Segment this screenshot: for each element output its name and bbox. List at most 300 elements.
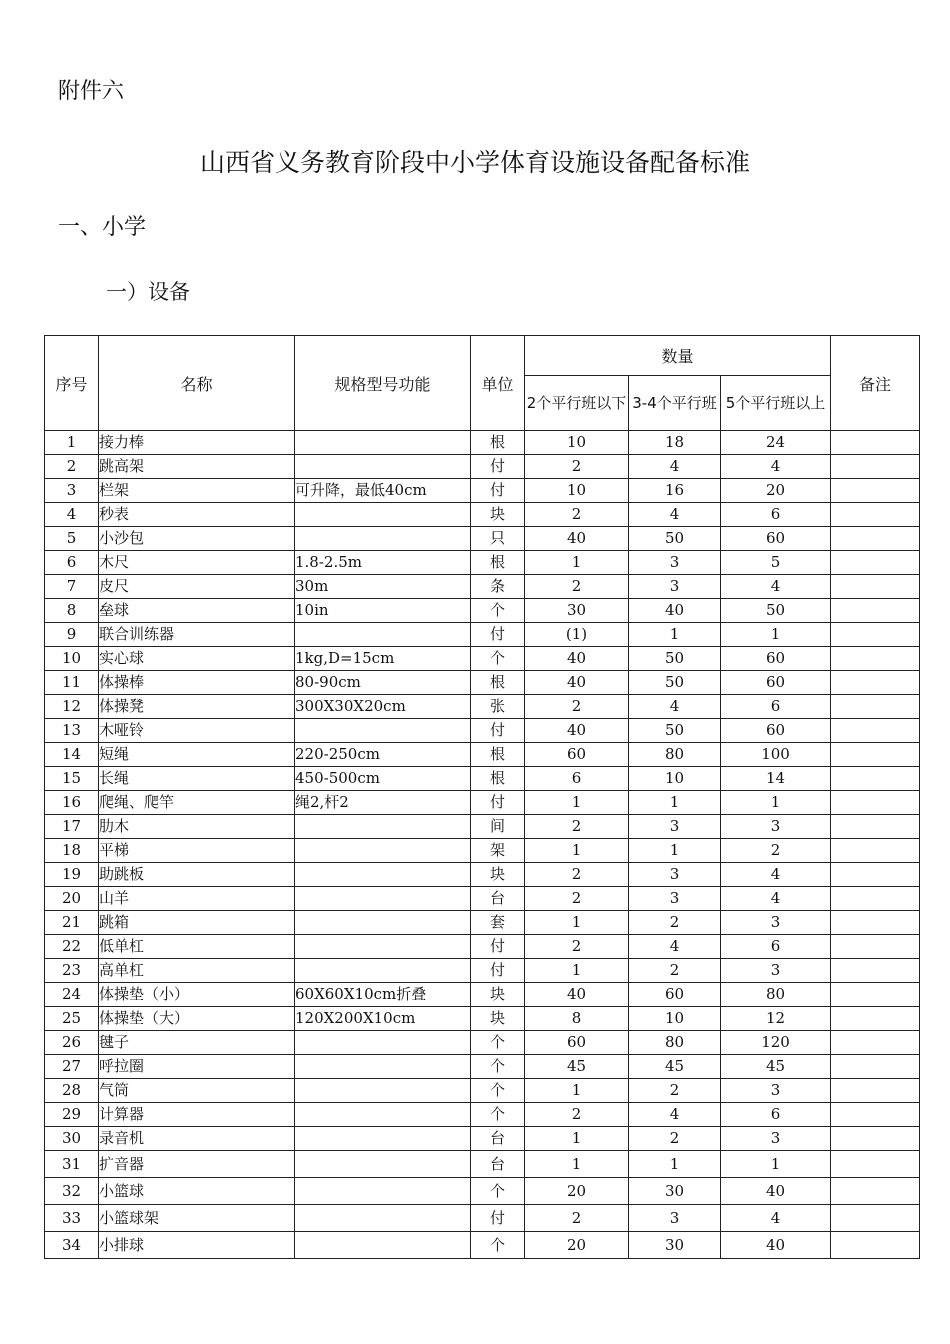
cell-no: 14: [45, 743, 99, 767]
cell-q2: 1: [629, 623, 721, 647]
cell-unit: 条: [471, 575, 525, 599]
cell-name: 秒表: [99, 503, 295, 527]
cell-q1: 8: [525, 1007, 629, 1031]
cell-q2: 30: [629, 1232, 721, 1259]
cell-q1: 20: [525, 1232, 629, 1259]
cell-name: 接力棒: [99, 431, 295, 455]
cell-name: 毽子: [99, 1031, 295, 1055]
cell-no: 9: [45, 623, 99, 647]
cell-spec: 300X30X20cm: [295, 695, 471, 719]
cell-spec: [295, 1103, 471, 1127]
cell-q1: 2: [525, 1103, 629, 1127]
cell-unit: 块: [471, 503, 525, 527]
cell-q2: 2: [629, 1079, 721, 1103]
cell-q1: 2: [525, 935, 629, 959]
cell-q1: 2: [525, 815, 629, 839]
cell-q2: 2: [629, 911, 721, 935]
table-row: [45, 1079, 920, 1103]
cell-note: [831, 503, 920, 527]
cell-name: 联合训练器: [99, 623, 295, 647]
table-row: [45, 1127, 920, 1151]
cell-no: 8: [45, 599, 99, 623]
header-q3: 5个平行班以上: [721, 376, 831, 431]
cell-note: [831, 1205, 920, 1232]
table-row: [45, 815, 920, 839]
cell-spec: [295, 839, 471, 863]
cell-spec: [295, 1205, 471, 1232]
cell-spec: [295, 1031, 471, 1055]
cell-unit: 架: [471, 839, 525, 863]
cell-q2: 40: [629, 599, 721, 623]
table-row: [45, 455, 920, 479]
cell-name: 体操垫（小）: [99, 983, 295, 1007]
cell-q2: 1: [629, 791, 721, 815]
cell-note: [831, 1079, 920, 1103]
cell-spec: [295, 935, 471, 959]
cell-q2: 1: [629, 839, 721, 863]
cell-unit: 根: [471, 431, 525, 455]
cell-q3: 14: [721, 767, 831, 791]
cell-q1: 40: [525, 647, 629, 671]
cell-q3: 6: [721, 935, 831, 959]
cell-note: [831, 1031, 920, 1055]
cell-name: 木哑铃: [99, 719, 295, 743]
header-q2: 3-4个平行班: [629, 376, 721, 431]
cell-no: 30: [45, 1127, 99, 1151]
cell-name: 栏架: [99, 479, 295, 503]
cell-name: 山羊: [99, 887, 295, 911]
table-row: [45, 503, 920, 527]
cell-spec: 10in: [295, 599, 471, 623]
header-name: 名称: [99, 336, 295, 431]
cell-no: 11: [45, 671, 99, 695]
cell-no: 4: [45, 503, 99, 527]
cell-q1: 2: [525, 887, 629, 911]
cell-q1: 20: [525, 1178, 629, 1205]
table-row: [45, 959, 920, 983]
cell-q1: 1: [525, 1079, 629, 1103]
cell-q1: 2: [525, 503, 629, 527]
cell-spec: [295, 959, 471, 983]
cell-q1: 1: [525, 551, 629, 575]
cell-no: 18: [45, 839, 99, 863]
cell-spec: [295, 815, 471, 839]
cell-q1: 60: [525, 1031, 629, 1055]
cell-note: [831, 1232, 920, 1259]
table-row: [45, 983, 920, 1007]
cell-name: 爬绳、爬竿: [99, 791, 295, 815]
cell-q3: 12: [721, 1007, 831, 1031]
cell-spec: 80-90cm: [295, 671, 471, 695]
table-row: [45, 1178, 920, 1205]
cell-note: [831, 575, 920, 599]
cell-q1: 1: [525, 791, 629, 815]
cell-no: 13: [45, 719, 99, 743]
cell-spec: [295, 863, 471, 887]
cell-unit: 付: [471, 935, 525, 959]
cell-no: 21: [45, 911, 99, 935]
cell-q2: 50: [629, 647, 721, 671]
table-row: [45, 1031, 920, 1055]
cell-unit: 块: [471, 983, 525, 1007]
cell-no: 3: [45, 479, 99, 503]
cell-spec: 60X60X10cm折叠: [295, 983, 471, 1007]
cell-q3: 24: [721, 431, 831, 455]
table-row: [45, 743, 920, 767]
cell-note: [831, 695, 920, 719]
cell-no: 23: [45, 959, 99, 983]
cell-name: 木尺: [99, 551, 295, 575]
cell-no: 19: [45, 863, 99, 887]
cell-note: [831, 935, 920, 959]
cell-note: [831, 839, 920, 863]
cell-unit: 台: [471, 1151, 525, 1178]
cell-unit: 只: [471, 527, 525, 551]
cell-name: 助跳板: [99, 863, 295, 887]
cell-q2: 3: [629, 575, 721, 599]
cell-spec: 1.8-2.5m: [295, 551, 471, 575]
cell-name: 体操凳: [99, 695, 295, 719]
cell-note: [831, 911, 920, 935]
table-row: [45, 887, 920, 911]
cell-no: 34: [45, 1232, 99, 1259]
cell-q3: 6: [721, 1103, 831, 1127]
cell-q1: 1: [525, 1127, 629, 1151]
cell-q1: 2: [525, 1205, 629, 1232]
cell-name: 呼拉圈: [99, 1055, 295, 1079]
cell-q1: 30: [525, 599, 629, 623]
cell-q3: 100: [721, 743, 831, 767]
cell-spec: [295, 1055, 471, 1079]
cell-unit: 个: [471, 599, 525, 623]
cell-name: 体操垫（大）: [99, 1007, 295, 1031]
cell-q1: 40: [525, 527, 629, 551]
cell-q2: 3: [629, 815, 721, 839]
table-row: [45, 935, 920, 959]
cell-name: 皮尺: [99, 575, 295, 599]
cell-note: [831, 1055, 920, 1079]
cell-spec: [295, 719, 471, 743]
section-heading: 一、小学: [58, 215, 147, 240]
cell-unit: 付: [471, 455, 525, 479]
cell-q3: 4: [721, 863, 831, 887]
cell-q2: 50: [629, 527, 721, 551]
cell-note: [831, 1007, 920, 1031]
cell-name: 小沙包: [99, 527, 295, 551]
cell-q3: 3: [721, 959, 831, 983]
cell-unit: 块: [471, 1007, 525, 1031]
cell-note: [831, 1103, 920, 1127]
cell-spec: [295, 1232, 471, 1259]
table-row: [45, 695, 920, 719]
attachment-label: 附件六: [58, 79, 125, 104]
cell-note: [831, 983, 920, 1007]
cell-q2: 4: [629, 455, 721, 479]
cell-note: [831, 1127, 920, 1151]
cell-no: 1: [45, 431, 99, 455]
cell-q1: 6: [525, 767, 629, 791]
cell-note: [831, 599, 920, 623]
cell-unit: 张: [471, 695, 525, 719]
cell-note: [831, 623, 920, 647]
table-row: [45, 647, 920, 671]
cell-no: 6: [45, 551, 99, 575]
cell-unit: 付: [471, 959, 525, 983]
cell-q3: 5: [721, 551, 831, 575]
cell-q2: 4: [629, 1103, 721, 1127]
cell-unit: 根: [471, 767, 525, 791]
cell-q2: 3: [629, 887, 721, 911]
header-q1: 2个平行班以下: [525, 376, 629, 431]
cell-q2: 60: [629, 983, 721, 1007]
table-row: [45, 767, 920, 791]
cell-spec: [295, 1079, 471, 1103]
cell-no: 20: [45, 887, 99, 911]
cell-spec: [295, 623, 471, 647]
cell-q3: 3: [721, 815, 831, 839]
cell-spec: 可升降，最低40cm: [295, 479, 471, 503]
cell-unit: 个: [471, 1232, 525, 1259]
cell-no: 16: [45, 791, 99, 815]
cell-note: [831, 863, 920, 887]
cell-unit: 个: [471, 1079, 525, 1103]
cell-name: 跳高架: [99, 455, 295, 479]
cell-q1: 1: [525, 911, 629, 935]
cell-q3: 3: [721, 1127, 831, 1151]
cell-no: 7: [45, 575, 99, 599]
cell-name: 短绳: [99, 743, 295, 767]
table-row: [45, 599, 920, 623]
cell-q3: 6: [721, 503, 831, 527]
cell-q1: 2: [525, 575, 629, 599]
cell-q2: 1: [629, 1151, 721, 1178]
cell-unit: 付: [471, 623, 525, 647]
cell-q3: 4: [721, 575, 831, 599]
cell-q3: 1: [721, 791, 831, 815]
cell-unit: 间: [471, 815, 525, 839]
cell-q1: 45: [525, 1055, 629, 1079]
table-row: [45, 479, 920, 503]
cell-note: [831, 959, 920, 983]
table-row: [45, 1205, 920, 1232]
cell-no: 10: [45, 647, 99, 671]
table-row: [45, 1007, 920, 1031]
cell-q1: 10: [525, 479, 629, 503]
cell-no: 22: [45, 935, 99, 959]
table-row: [45, 623, 920, 647]
cell-q3: 120: [721, 1031, 831, 1055]
cell-no: 29: [45, 1103, 99, 1127]
table-row: [45, 911, 920, 935]
cell-q2: 10: [629, 1007, 721, 1031]
cell-no: 17: [45, 815, 99, 839]
cell-q3: 3: [721, 911, 831, 935]
cell-spec: [295, 455, 471, 479]
cell-unit: 台: [471, 887, 525, 911]
cell-q1: (1): [525, 623, 629, 647]
cell-q2: 30: [629, 1178, 721, 1205]
cell-q1: 1: [525, 959, 629, 983]
cell-unit: 付: [471, 791, 525, 815]
cell-note: [831, 671, 920, 695]
cell-no: 24: [45, 983, 99, 1007]
table-row: [45, 527, 920, 551]
cell-q3: 50: [721, 599, 831, 623]
cell-q1: 2: [525, 455, 629, 479]
table-row: [45, 1232, 920, 1259]
table-header: [45, 336, 920, 431]
cell-no: 31: [45, 1151, 99, 1178]
cell-name: 平梯: [99, 839, 295, 863]
cell-no: 12: [45, 695, 99, 719]
header-unit: 单位: [471, 336, 525, 431]
cell-q1: 40: [525, 983, 629, 1007]
cell-spec: [295, 1127, 471, 1151]
cell-q2: 10: [629, 767, 721, 791]
cell-unit: 个: [471, 647, 525, 671]
table-row: [45, 575, 920, 599]
cell-spec: 220-250cm: [295, 743, 471, 767]
header-note: 备注: [831, 336, 920, 431]
cell-name: 低单杠: [99, 935, 295, 959]
cell-note: [831, 815, 920, 839]
cell-q2: 2: [629, 1127, 721, 1151]
cell-name: 计算器: [99, 1103, 295, 1127]
cell-note: [831, 1151, 920, 1178]
cell-note: [831, 431, 920, 455]
cell-note: [831, 647, 920, 671]
cell-unit: 付: [471, 479, 525, 503]
table-row: [45, 791, 920, 815]
cell-name: 肋木: [99, 815, 295, 839]
cell-spec: 450-500cm: [295, 767, 471, 791]
cell-q2: 4: [629, 695, 721, 719]
cell-no: 26: [45, 1031, 99, 1055]
subsection-heading: 一）设备: [106, 280, 190, 304]
cell-q2: 50: [629, 671, 721, 695]
cell-q1: 40: [525, 719, 629, 743]
cell-spec: [295, 503, 471, 527]
cell-note: [831, 719, 920, 743]
cell-q3: 6: [721, 695, 831, 719]
cell-no: 15: [45, 767, 99, 791]
cell-q2: 80: [629, 1031, 721, 1055]
cell-name: 高单杠: [99, 959, 295, 983]
cell-name: 垒球: [99, 599, 295, 623]
cell-spec: [295, 887, 471, 911]
cell-unit: 台: [471, 1127, 525, 1151]
cell-no: 27: [45, 1055, 99, 1079]
cell-q3: 80: [721, 983, 831, 1007]
cell-q2: 3: [629, 1205, 721, 1232]
cell-spec: [295, 911, 471, 935]
cell-name: 气筒: [99, 1079, 295, 1103]
cell-spec: [295, 1151, 471, 1178]
cell-unit: 个: [471, 1103, 525, 1127]
cell-name: 实心球: [99, 647, 295, 671]
cell-no: 25: [45, 1007, 99, 1031]
header-spec: 规格型号功能: [295, 336, 471, 431]
cell-q3: 4: [721, 887, 831, 911]
cell-note: [831, 527, 920, 551]
cell-name: 长绳: [99, 767, 295, 791]
cell-q2: 4: [629, 503, 721, 527]
cell-spec: 30m: [295, 575, 471, 599]
cell-q1: 2: [525, 863, 629, 887]
cell-q3: 1: [721, 1151, 831, 1178]
cell-spec: 1kg,D=15cm: [295, 647, 471, 671]
cell-spec: [295, 431, 471, 455]
cell-name: 录音机: [99, 1127, 295, 1151]
cell-unit: 个: [471, 1055, 525, 1079]
cell-unit: 个: [471, 1031, 525, 1055]
cell-q3: 60: [721, 719, 831, 743]
cell-q2: 3: [629, 551, 721, 575]
cell-spec: [295, 1178, 471, 1205]
cell-q3: 45: [721, 1055, 831, 1079]
cell-q2: 18: [629, 431, 721, 455]
cell-name: 小篮球: [99, 1178, 295, 1205]
cell-name: 小篮球架: [99, 1205, 295, 1232]
table-row: [45, 431, 920, 455]
cell-note: [831, 455, 920, 479]
cell-no: 5: [45, 527, 99, 551]
table-row: [45, 1103, 920, 1127]
cell-spec: 120X200X10cm: [295, 1007, 471, 1031]
table-row: [45, 671, 920, 695]
cell-q1: 1: [525, 1151, 629, 1178]
cell-q3: 60: [721, 527, 831, 551]
cell-unit: 付: [471, 719, 525, 743]
cell-q2: 16: [629, 479, 721, 503]
cell-q1: 60: [525, 743, 629, 767]
cell-q2: 80: [629, 743, 721, 767]
cell-q3: 20: [721, 479, 831, 503]
cell-q3: 40: [721, 1232, 831, 1259]
cell-unit: 付: [471, 1205, 525, 1232]
cell-q3: 3: [721, 1079, 831, 1103]
cell-q1: 2: [525, 695, 629, 719]
table-body: [45, 431, 920, 1259]
cell-unit: 个: [471, 1178, 525, 1205]
cell-note: [831, 791, 920, 815]
cell-unit: 根: [471, 671, 525, 695]
cell-note: [831, 1178, 920, 1205]
cell-q3: 1: [721, 623, 831, 647]
cell-q3: 60: [721, 647, 831, 671]
equipment-table: [44, 335, 920, 1259]
cell-q2: 45: [629, 1055, 721, 1079]
cell-name: 扩音器: [99, 1151, 295, 1178]
cell-q2: 50: [629, 719, 721, 743]
cell-q1: 10: [525, 431, 629, 455]
cell-spec: [295, 527, 471, 551]
cell-q3: 4: [721, 455, 831, 479]
cell-unit: 根: [471, 551, 525, 575]
cell-q1: 1: [525, 839, 629, 863]
header-quantity: 数量: [525, 336, 831, 376]
table-row: [45, 719, 920, 743]
cell-name: 体操棒: [99, 671, 295, 695]
cell-name: 跳箱: [99, 911, 295, 935]
cell-no: 33: [45, 1205, 99, 1232]
cell-q1: 40: [525, 671, 629, 695]
cell-q3: 2: [721, 839, 831, 863]
header-no: 序号: [45, 336, 99, 431]
table-row: [45, 1055, 920, 1079]
cell-no: 28: [45, 1079, 99, 1103]
cell-unit: 块: [471, 863, 525, 887]
